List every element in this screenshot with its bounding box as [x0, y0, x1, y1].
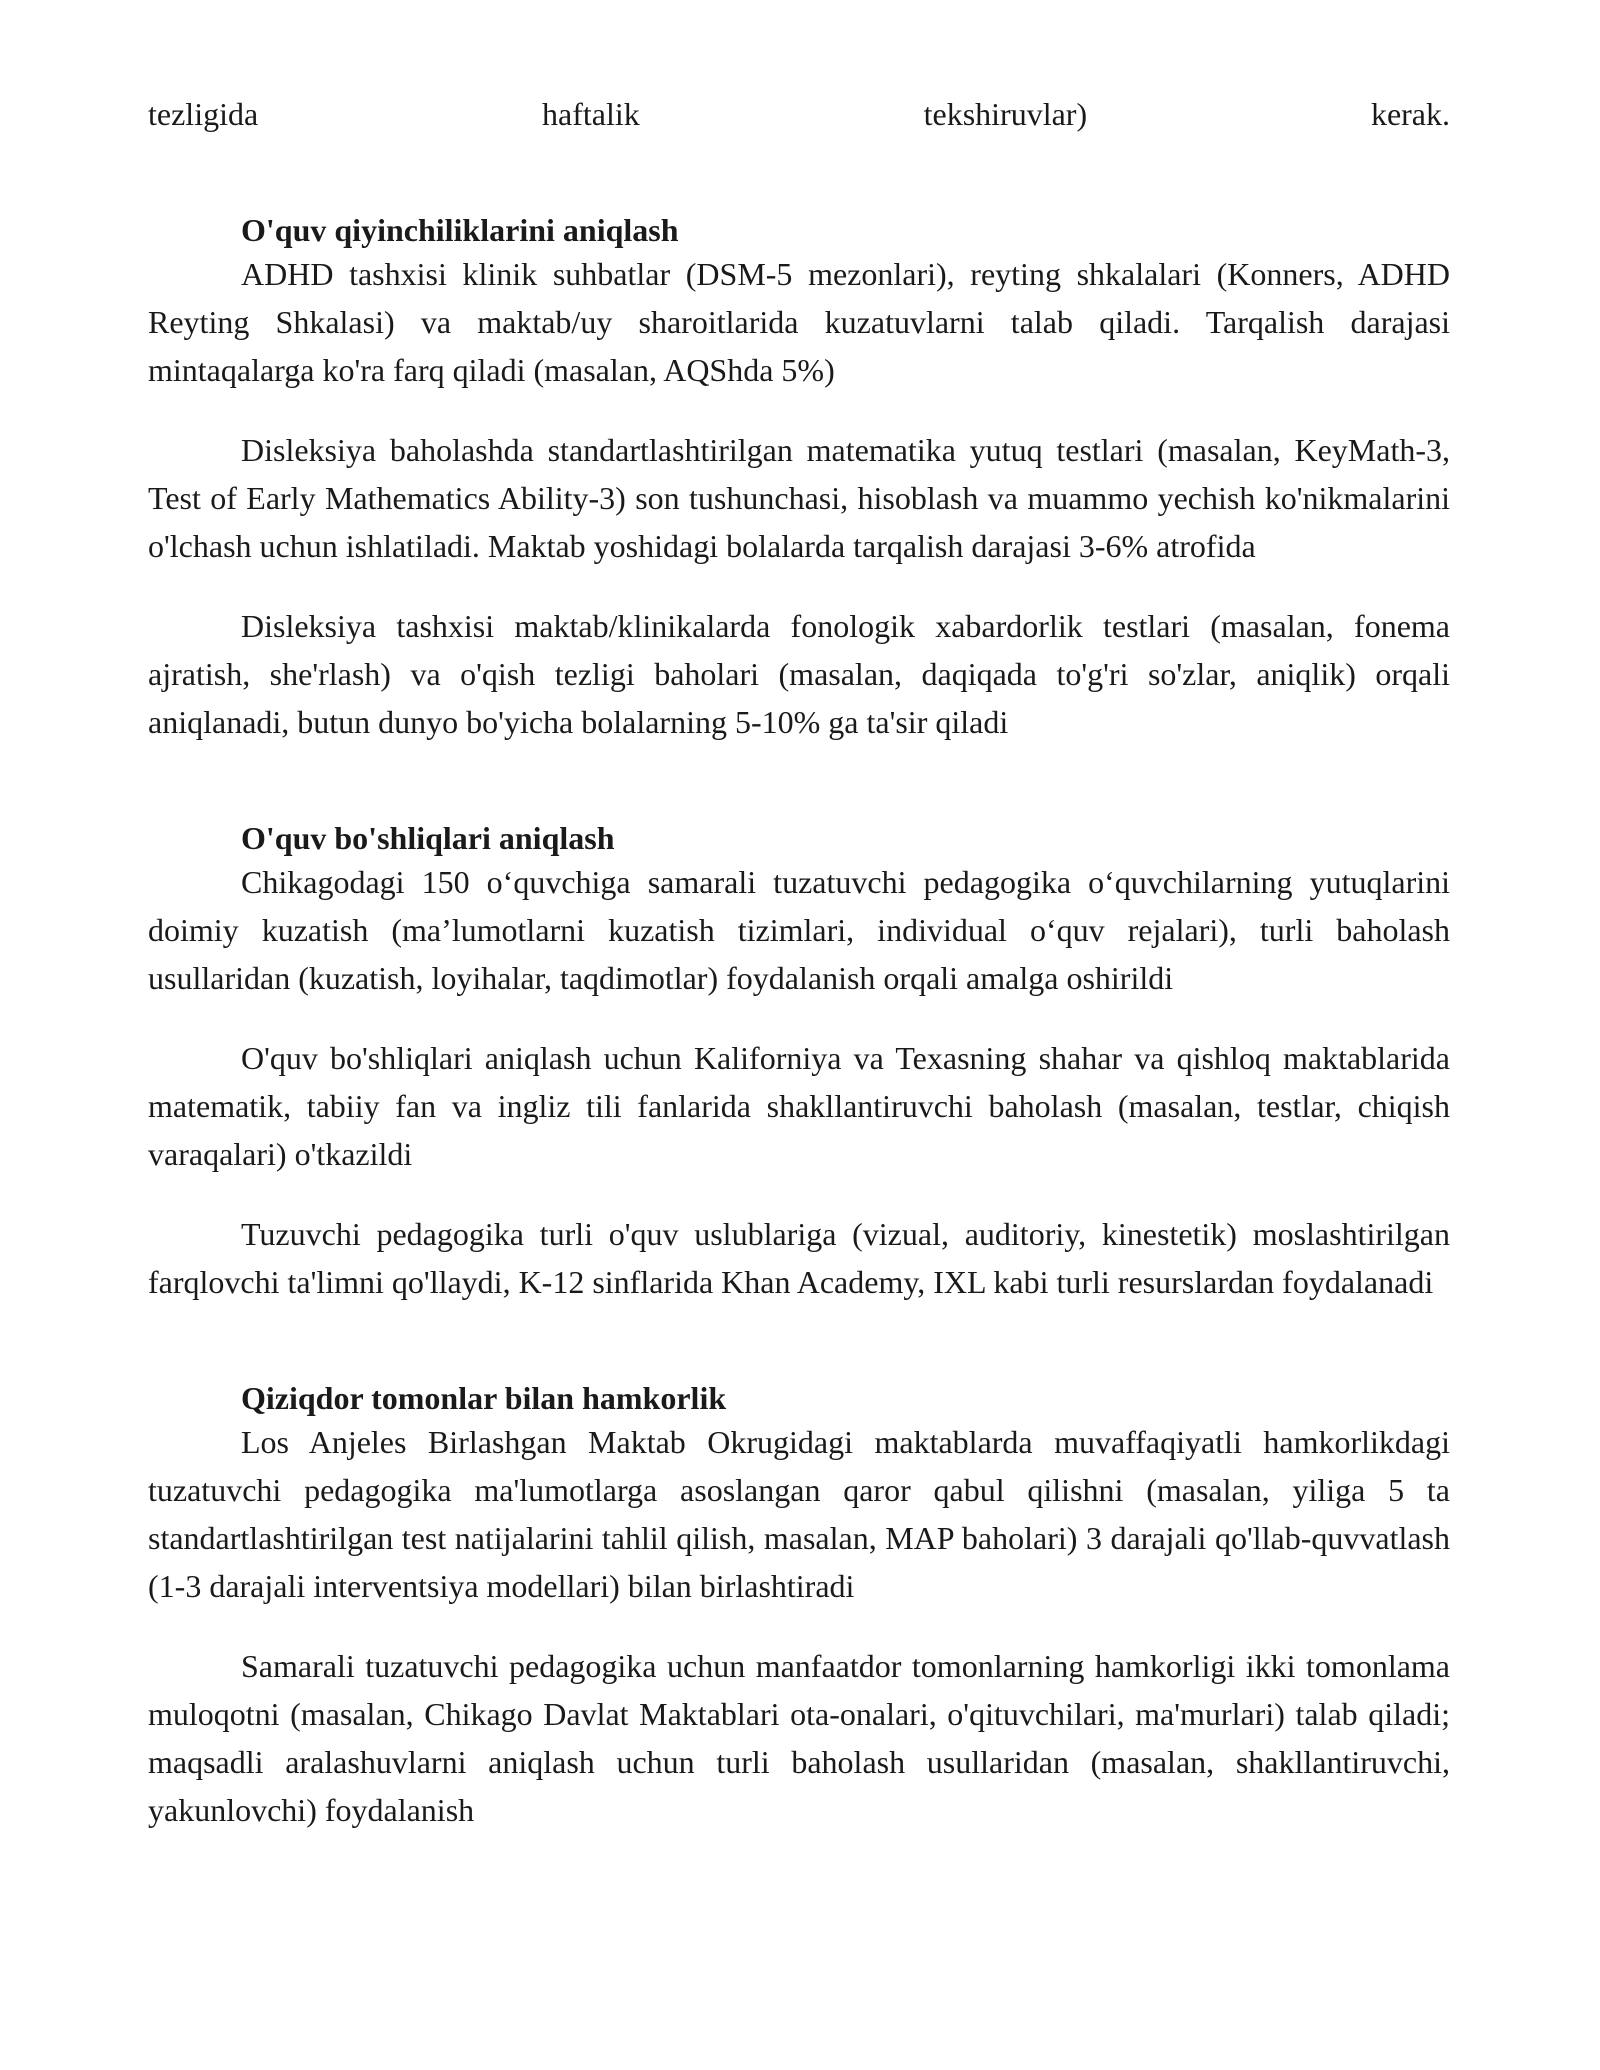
word: haftalik — [542, 96, 640, 132]
paragraph: Samarali tuzatuvchi pedagogika uchun manfaatdor tomonlarning hamkorligi ikki tomonlama muloqotni (masalan, Chikago Davlat Maktablari ota-onalari, o'qituvchilari, ma'murlari) talab qiladi; maqsadli aralashuvlarni aniqlash uchun turli baholash usullaridan (masalan, shakllantiruvchi, yakunlovchi) foydalanish — [148, 1648, 1450, 1828]
section-heading: O'quv qiyinchiliklarini aniqlash — [241, 212, 679, 248]
paragraph: Tuzuvchi pedagogika turli o'quv uslublariga (vizual, auditoriy, kinestetik) moslashtirilgan farqlovchi ta'limni qo'llaydi, K-12 sinflarida Khan Academy, IXL kabi turli resurslardan foydalanadi — [148, 1216, 1450, 1300]
continued-line — [148, 90, 1450, 138]
paragraph: Disleksiya tashxisi maktab/klinikalarda fonologik xabardorlik testlari (masalan, fonema ajratish, she'rlash) va o'qish tezligi baholari (masalan, daqiqada to'g'ri so'zlar, aniqlik) orqali aniqlanadi, butun dunyo bo'yicha bolalarning 5-10% ga ta'sir qiladi — [148, 608, 1450, 740]
section-heading: O'quv bo'shliqlari aniqlash — [241, 820, 615, 856]
section-learning-gaps — [148, 818, 1450, 1306]
paragraph: Chikagodagi 150 o‘quvchiga samarali tuzatuvchi pedagogika o‘quvchilarning yutuqlarini doimiy kuzatish (ma’lumotlarni kuzatish tizimlari, individual o‘quv rejalari), turli baholash usullaridan (kuzatish, loyihalar, taqdimotlar) foydalanish orqali amalga oshirildi — [148, 864, 1450, 996]
word: kerak. — [1370, 96, 1450, 132]
paragraph: ADHD tashxisi klinik suhbatlar (DSM-5 mezonlari), reyting shkalalari (Konners, ADHD Reyting Shkalasi) va maktab/uy sharoitlarida kuzatuvlarni talab qiladi. Tarqalish darajasi mintaqalarga ko'ra farq qiladi (masalan, AQShda 5%) — [148, 256, 1450, 388]
paragraph: Disleksiya baholashda standartlashtirilgan matematika yutuq testlari (masalan, KeyMath-3, Test of Early Mathematics Ability-3) son tushunchasi, hisoblash va muammo yechish ko'nikmalarini o'lchash uchun ishlatiladi. Maktab yoshidagi bolalarda tarqalish darajasi 3-6% atrofida — [148, 432, 1450, 564]
word: tezligida — [148, 96, 259, 132]
document-page — [148, 90, 1450, 1834]
section-stakeholder-collaboration — [148, 1378, 1450, 1834]
paragraph: Los Anjeles Birlashgan Maktab Okrugidagi maktablarda muvaffaqiyatli hamkorlikdagi tuzatuvchi pedagogika ma'lumotlarga asoslangan qaror qabul qilishni (masalan, yiliga 5 ta standartlashtirilgan test natijalarini tahlil qilish, masalan, MAP baholari) 3 darajali qo'llab-quvvatlash (1-3 darajali interventsiya modellari) bilan birlashtiradi — [148, 1424, 1450, 1604]
section-heading: Qiziqdor tomonlar bilan hamkorlik — [241, 1380, 727, 1416]
paragraph: O'quv bo'shliqlari aniqlash uchun Kaliforniya va Texasning shahar va qishloq maktablarida matematik, tabiiy fan va ingliz tili fanlarida shakllantiruvchi baholash (masalan, testlar, chiqish varaqalari) o'tkazildi — [148, 1040, 1450, 1172]
word: tekshiruvlar) — [923, 96, 1088, 132]
section-learning-difficulties — [148, 210, 1450, 746]
